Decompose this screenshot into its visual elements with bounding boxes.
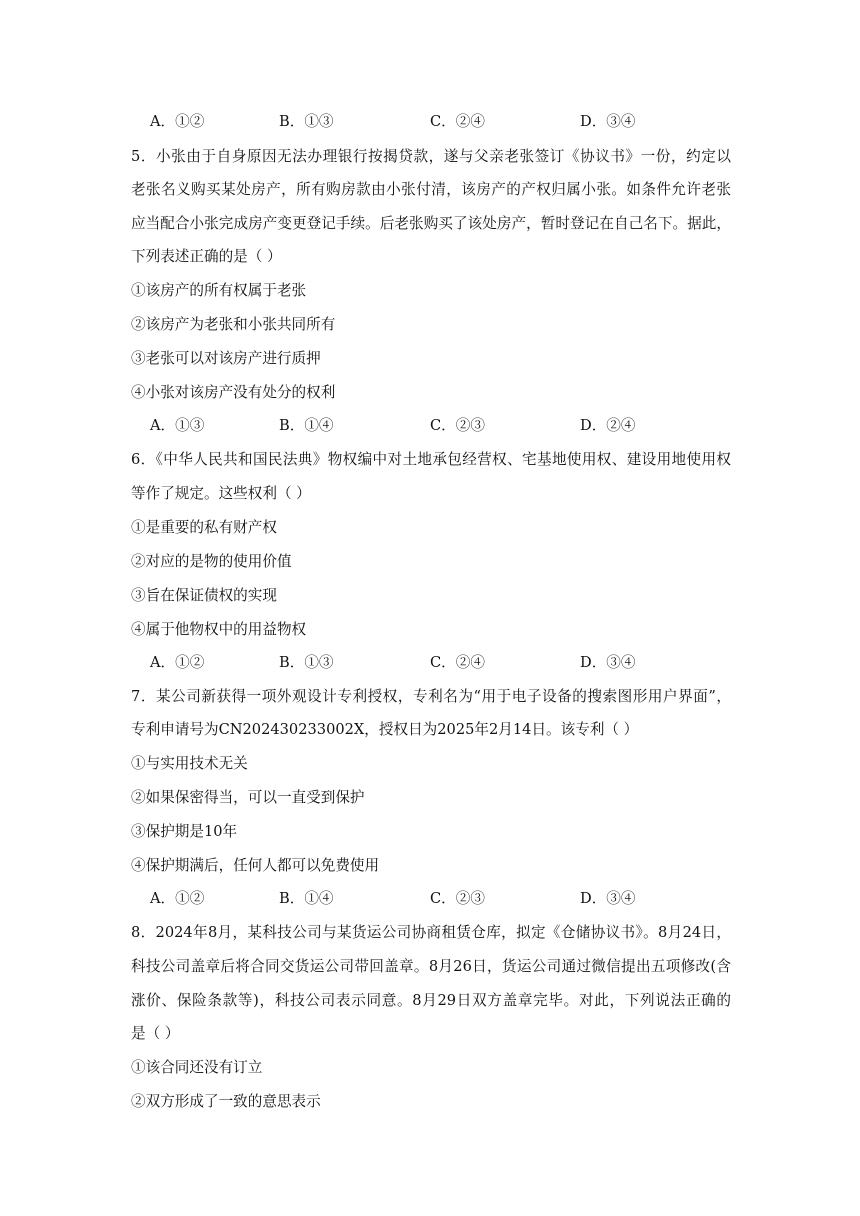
q7-option-b[interactable]: B．①④ xyxy=(279,890,334,907)
q4-option-b[interactable]: B．①③ xyxy=(279,113,334,130)
q6-stem-line-2: 等作了规定。这些权利（ ） xyxy=(131,485,311,502)
q5-statement-1: ①该房产的所有权属于老张 xyxy=(131,282,307,299)
q4-option-d[interactable]: D．③④ xyxy=(580,113,636,130)
q7-statement-2: ②如果保密得当，可以一直受到保护 xyxy=(131,789,365,806)
q7-statement-3: ③保护期是10年 xyxy=(131,823,238,840)
q5-stem-line-2: 老张名义购买某处房产，所有购房款由小张付清，该房产的产权归属小张。如条件允许老张 xyxy=(131,181,731,198)
q5-stem-line-3: 应当配合小张完成房产变更登记手续。后老张购买了该处房产，暂时登记在自己名下。据此， xyxy=(131,215,731,232)
q6-statement-3: ③旨在保证债权的实现 xyxy=(131,587,277,604)
q7-option-d[interactable]: D．③④ xyxy=(580,890,636,907)
q4-option-c[interactable]: C．②④ xyxy=(430,113,485,130)
q7-option-a[interactable]: A．①② xyxy=(150,890,205,907)
q6-option-c[interactable]: C．②④ xyxy=(430,654,485,671)
q6-options xyxy=(0,653,860,673)
q5-stem-line-1: 5．小张由于自身原因无法办理银行按揭贷款，遂与父亲老张签订《协议书》一份，约定以 xyxy=(131,148,731,165)
q5-option-a[interactable]: A．①③ xyxy=(150,417,205,434)
q6-statement-2: ②对应的是物的使用价值 xyxy=(131,553,292,570)
q4-options xyxy=(0,112,860,132)
q5-stem-line-4: 下列表述正确的是（ ） xyxy=(131,248,282,265)
q6-statement-1: ①是重要的私有财产权 xyxy=(131,519,277,536)
q6-statement-4: ④属于他物权中的用益物权 xyxy=(131,621,307,638)
q6-stem-line-1: 6．《中华人民共和国民法典》物权编中对土地承包经营权、宅基地使用权、建设用地使用权 xyxy=(131,451,731,468)
q4-option-a[interactable]: A．①② xyxy=(150,113,205,130)
q8-stem-line-2: 科技公司盖章后将合同交货运公司带回盖章。8月26日，货运公司通过微信提出五项修改(含 xyxy=(131,958,731,975)
q7-option-c[interactable]: C．②③ xyxy=(430,890,485,907)
q5-statement-4: ④小张对该房产没有处分的权利 xyxy=(131,384,336,401)
q8-statement-2: ②双方形成了一致的意思表示 xyxy=(131,1093,321,1110)
q5-option-d[interactable]: D．②④ xyxy=(580,417,636,434)
q8-stem-line-1: 8．2024年8月，某科技公司与某货运公司协商租赁仓库，拟定《仓储协议书》。8月24日， xyxy=(131,924,731,941)
q7-options xyxy=(0,889,860,909)
q5-option-b[interactable]: B．①④ xyxy=(279,417,334,434)
q7-stem-line-1: 7．某公司新获得一项外观设计专利授权，专利名为“用于电子设备的搜索图形用户界面”， xyxy=(131,688,731,705)
q6-option-b[interactable]: B．①③ xyxy=(279,654,334,671)
q7-statement-4: ④保护期满后，任何人都可以免费使用 xyxy=(131,857,380,874)
q5-statement-2: ②该房产为老张和小张共同所有 xyxy=(131,316,336,333)
q8-stem-line-3: 涨价、保险条款等)，科技公司表示同意。8月29日双方盖章完毕。对此，下列说法正确的 xyxy=(131,992,731,1009)
q8-stem-line-4: 是（ ） xyxy=(131,1025,180,1042)
q6-option-a[interactable]: A．①② xyxy=(150,654,205,671)
q5-statement-3: ③老张可以对该房产进行质押 xyxy=(131,350,321,367)
q5-option-c[interactable]: C．②③ xyxy=(430,417,485,434)
q7-stem-line-2: 专利申请号为CN202430233002X，授权日为2025年2月14日。该专利（ ） xyxy=(131,721,639,738)
q6-option-d[interactable]: D．③④ xyxy=(580,654,636,671)
q7-statement-1: ①与实用技术无关 xyxy=(131,755,248,772)
q5-options xyxy=(0,416,860,436)
q8-statement-1: ①该合同还没有订立 xyxy=(131,1059,263,1076)
